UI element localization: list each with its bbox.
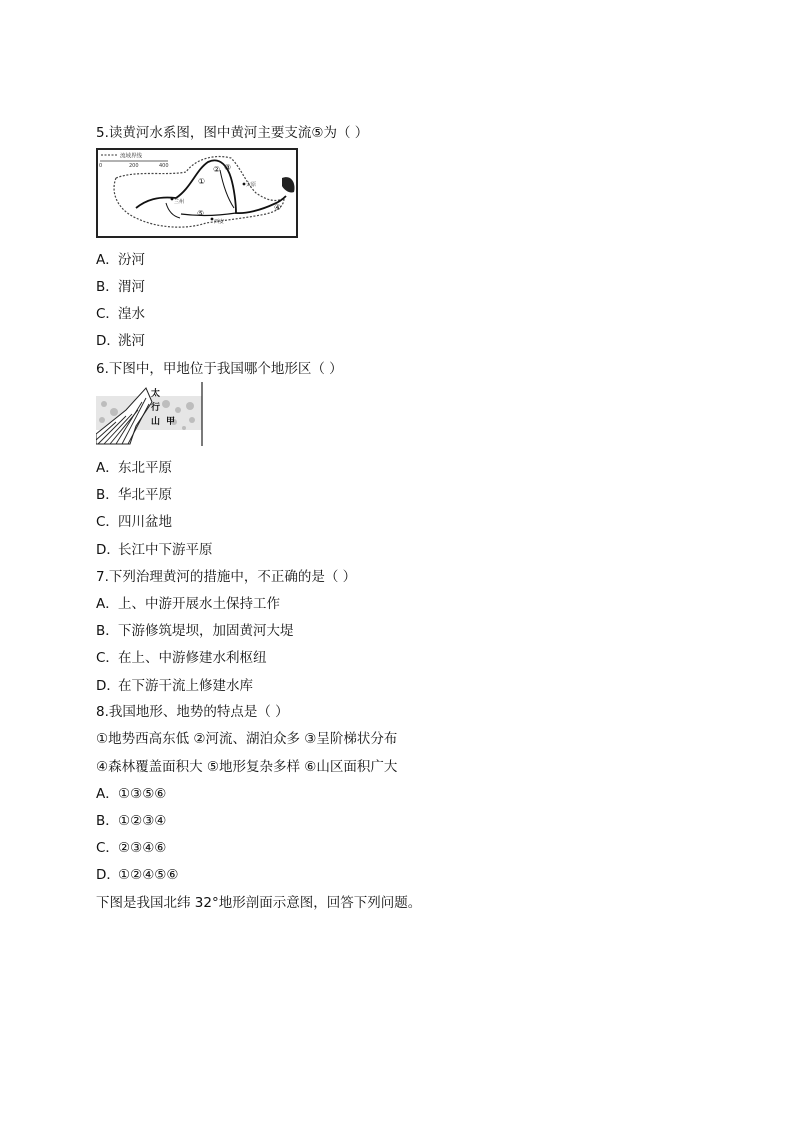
map-legend-label: 流域界线 — [120, 153, 143, 160]
scale-0: 0 — [99, 163, 103, 169]
taihang-char-2: 行 — [151, 403, 161, 413]
marker-5: ⑤ — [197, 209, 205, 218]
question-8-stem: 8.我国地形、地势的特点是（ ） — [96, 704, 289, 720]
q7-option-b: B．下游修筑堤坝，加固黄河大堤 — [96, 623, 294, 639]
q5-option-c: C．湟水 — [96, 306, 145, 322]
marker-3: ③ — [224, 163, 232, 172]
q8-statements-line-1: ①地势西高东低 ②河流、湖泊众多 ③呈阶梯状分布 — [96, 731, 398, 747]
place-taiyuan: 太原 — [246, 182, 257, 188]
q7-option-d: D．在下游干流上修建水库 — [96, 678, 253, 694]
scale-400: 400 — [159, 163, 169, 169]
q5-option-b: B．渭河 — [96, 279, 145, 295]
q6-option-d: D．长江中下游平原 — [96, 542, 213, 558]
yellow-river-map — [96, 148, 298, 238]
taihang-char-1: 太 — [151, 389, 161, 399]
question-7-stem: 7.下列治理黄河的措施中，不正确的是（ ） — [96, 569, 357, 585]
scale-200: 200 — [129, 163, 139, 169]
q7-option-a: A．上、中游开展水土保持工作 — [96, 596, 280, 612]
q8-statements-line-2: ④森林覆盖面积大 ⑤地形复杂多样 ⑥山区面积广大 — [96, 759, 398, 775]
place-lanzhou: 兰州 — [174, 199, 185, 205]
q8-option-c: C．②③④⑥ — [96, 840, 167, 856]
place-jia: 甲 — [166, 417, 176, 427]
q7-option-c: C．在上、中游修建水利枢纽 — [96, 650, 267, 666]
question-5-stem: 5.读黄河水系图，图中黄河主要支流⑤为（ ） — [96, 125, 369, 141]
place-xian: 西安 — [214, 219, 225, 225]
marker-2: ② — [213, 165, 221, 174]
taihang-char-3: 山 — [151, 417, 161, 427]
q5-option-d: D．洮河 — [96, 333, 145, 349]
q6-option-c: C．四川盆地 — [96, 514, 172, 530]
q8-option-b: B．①②③④ — [96, 813, 167, 829]
q6-option-a: A．东北平原 — [96, 460, 172, 476]
q6-option-b: B．华北平原 — [96, 487, 172, 503]
question-6-stem: 6.下图中，甲地位于我国哪个地形区（ ） — [96, 361, 343, 377]
q5-option-a: A．汾河 — [96, 252, 145, 268]
marker-4: ④ — [274, 203, 282, 212]
q8-option-a: A．①③⑤⑥ — [96, 786, 167, 802]
taihang-terrain-figure — [96, 382, 204, 446]
marker-1: ① — [198, 177, 206, 186]
q8-option-d: D．①②④⑤⑥ — [96, 867, 179, 883]
section-intro-text: 下图是我国北纬 32°地形剖面示意图，回答下列问题。 — [96, 895, 422, 911]
